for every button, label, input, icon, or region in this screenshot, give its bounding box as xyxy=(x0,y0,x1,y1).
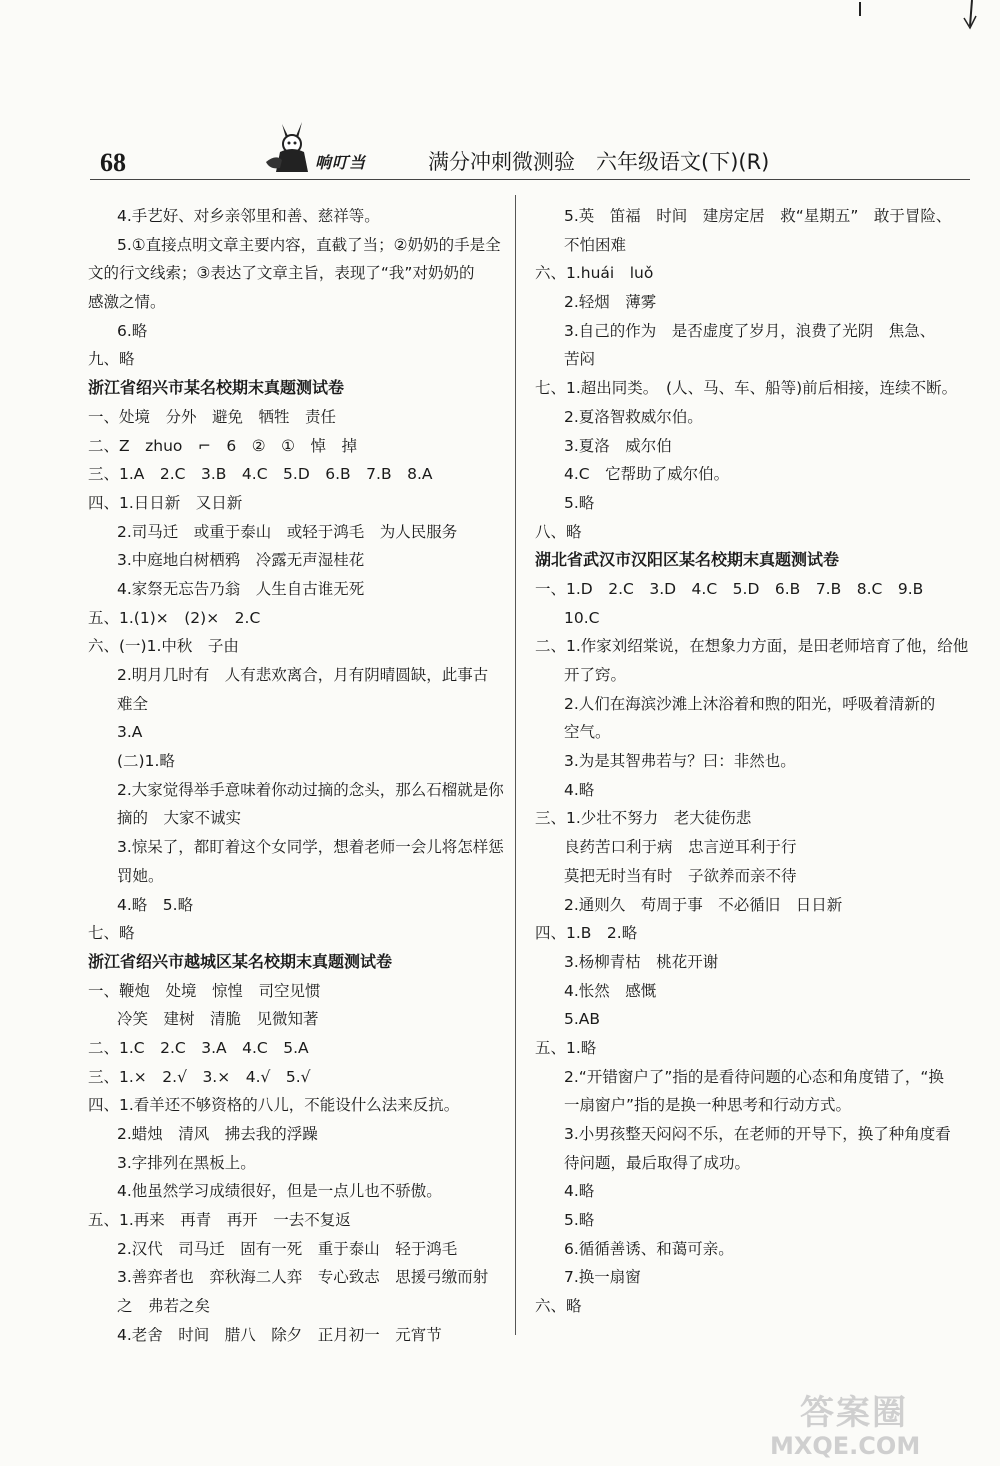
answer-line: 二、Z zhuo ⌐ 6 ② ① 悼 掉 xyxy=(88,436,358,455)
answer-line: 八、略 xyxy=(535,522,582,541)
answer-line: 5.略 xyxy=(564,493,595,512)
page-number: 68 xyxy=(100,148,126,177)
answer-line: 4.略 xyxy=(564,780,595,799)
answer-line: 3.惊呆了，都盯着这个女同学，想着老师一会儿将怎样惩 xyxy=(117,838,504,857)
answer-line: 七、1.超出同类。 (人、马、车、船等)前后相接，连续不断。 xyxy=(535,379,958,398)
section-heading: 浙江省绍兴市某名校期末真题测试卷 xyxy=(88,378,345,398)
answer-line: 三、1.少壮不努力 老大徒伤悲 xyxy=(535,809,752,828)
right-answer-column xyxy=(535,202,969,1321)
answer-line: 3.A xyxy=(117,723,143,742)
answer-line: 2.大家觉得举手意味着你动过摘的念头，那么石榴就是你 xyxy=(117,780,504,799)
answer-line: 文的行文线索；③表达了文章主旨，表现了“我”对奶奶的 xyxy=(88,264,475,283)
answer-line: 4.略 5.略 xyxy=(117,895,194,914)
answer-line: 四、1.日日新 又日新 xyxy=(88,493,243,512)
answer-line: 4.C 它帮助了威尔伯。 xyxy=(564,465,730,484)
answer-line: 五、1.再来 再青 再开 一去不复返 xyxy=(88,1211,351,1230)
answer-line: 三、1.× 2.√ 3.× 4.√ 5.√ xyxy=(88,1067,311,1086)
answer-line: 5.AB xyxy=(564,1010,601,1029)
answer-line: 待问题，最后取得了成功。 xyxy=(564,1153,751,1172)
answer-line: 二、1.作家刘绍棠说，在想象力方面，是田老师培育了他，给他 xyxy=(535,637,969,656)
answer-line: 罚她。 xyxy=(117,866,164,885)
mascot-logo-icon xyxy=(262,118,322,178)
answer-line: 6.循循善诱、和蔼可亲。 xyxy=(564,1239,734,1258)
answer-line: 6.略 xyxy=(117,321,148,340)
answer-line: 4.略 xyxy=(564,1182,595,1201)
answer-line: 10.C xyxy=(564,608,600,627)
answer-line: 2.明月几时有 人有悲欢离合，月有阴晴圆缺，此事古 xyxy=(117,666,489,684)
answer-line: 六、略 xyxy=(535,1297,582,1316)
section-heading: 湖北省武汉市汉阳区某名校期末真题测试卷 xyxy=(535,550,840,570)
answer-line: 3.自己的作为 是否虚度了岁月，浪费了光阴 焦急、 xyxy=(564,321,936,340)
answer-line: 7.换一扇窗 xyxy=(564,1268,641,1287)
answer-line: 一扇窗户”指的是换一种思考和行动方式。 xyxy=(564,1096,852,1115)
answer-line: 二、1.C 2.C 3.A 4.C 5.A xyxy=(88,1038,309,1057)
answer-line: 2.汉代 司马迁 固有一死 重于泰山 轻于鸿毛 xyxy=(117,1239,458,1258)
answer-line: 3.善弈者也 弈秋海二人弈 专心致志 思援弓缴而射 xyxy=(117,1268,489,1287)
answer-line: 2.夏洛智救威尔伯。 xyxy=(564,407,703,426)
answer-line: 3.杨柳青枯 桃花开谢 xyxy=(564,952,719,971)
answer-line: 良药苦口利于病 忠言逆耳利于行 xyxy=(564,838,797,857)
answer-line: 3.字排列在黑板上。 xyxy=(117,1153,256,1172)
answer-line: 5.①直接点明文章主要内容，直截了当；②奶奶的手是全 xyxy=(117,235,501,254)
watermark-logo-text: 答案圈 xyxy=(800,1393,908,1433)
book-title: 满分冲刺微测验 六年级语文(下)(R) xyxy=(428,150,770,174)
section-heading: 浙江省绍兴市越城区某名校期末真题测试卷 xyxy=(88,951,393,971)
answer-line: 4.怅然 感慨 xyxy=(564,981,657,1000)
answer-line: 3.小男孩整天闷闷不乐，在老师的开导下，换了种角度看 xyxy=(564,1125,951,1143)
header-divider xyxy=(90,179,970,180)
answer-line: 4.手艺好、对乡亲邻里和善、慈祥等。 xyxy=(117,207,380,225)
answer-line: 之 弗若之矣 xyxy=(117,1297,211,1316)
answer-line: 2.司马迁 或重于泰山 或轻于鸿毛 为人民服务 xyxy=(117,522,458,541)
answer-line: 四、1.看羊还不够资格的八儿，不能设什么法来反抗。 xyxy=(88,1096,460,1115)
answer-line: 3.夏洛 威尔伯 xyxy=(564,436,672,455)
answer-line: 六、(一)1.中秋 子由 xyxy=(88,637,239,656)
answer-line: 难全 xyxy=(117,694,149,713)
answer-line: 4.他虽然学习成绩很好，但是一点儿也不骄傲。 xyxy=(117,1182,442,1201)
answer-line: 2.轻烟 薄雾 xyxy=(564,293,657,312)
answer-line: 六、1.huái luǒ xyxy=(535,264,654,283)
answer-line: 2.通则久 苟周于事 不必循旧 日日新 xyxy=(564,895,843,914)
answer-line: 4.家祭无忘告乃翁 人生自古谁无死 xyxy=(117,579,365,598)
answer-line: 一、1.D 2.C 3.D 4.C 5.D 6.B 7.B 8.C 9.B xyxy=(535,579,924,598)
answer-line: 五、1.(1)× (2)× 2.C xyxy=(88,608,261,627)
watermark xyxy=(770,1393,970,1460)
answer-line: 空气。 xyxy=(564,723,611,742)
answer-line: 4.老舍 时间 腊八 除夕 正月初一 元宵节 xyxy=(117,1325,442,1344)
left-answer-column xyxy=(88,202,506,1350)
answer-line: 2.人们在海滨沙滩上沐浴着和煦的阳光，呼吸着清新的 xyxy=(564,694,936,713)
answer-line: 感激之情。 xyxy=(88,293,166,312)
column-divider xyxy=(515,195,516,1335)
answer-line: 冷笑 建树 清脆 见微知著 xyxy=(117,1010,319,1029)
scan-edge-marks xyxy=(840,0,980,40)
answer-line: 七、略 xyxy=(88,924,135,943)
logo-wordmark: 响叮当 xyxy=(315,153,367,172)
watermark-url: MXQE.COM xyxy=(770,1432,921,1460)
answer-line: 摘的 大家不诚实 xyxy=(117,809,242,828)
answer-line: 3.中庭地白树栖鸦 冷露无声湿桂花 xyxy=(117,551,365,570)
answer-line: 一、鞭炮 处境 惊惶 司空见惯 xyxy=(88,981,321,1000)
answer-line: 2.蜡烛 清风 拂去我的浮躁 xyxy=(117,1125,318,1143)
answer-line: 三、1.A 2.C 3.B 4.C 5.D 6.B 7.B 8.A xyxy=(88,465,433,484)
answer-line: 开了窍。 xyxy=(564,666,627,684)
answer-line: 莫把无时当有时 子欲养而亲不待 xyxy=(564,866,797,885)
answer-line: 苦闷 xyxy=(564,350,596,369)
answer-line: (二)1.略 xyxy=(117,752,175,771)
answer-line: 一、处境 分外 避免 牺牲 责任 xyxy=(88,407,337,426)
answer-line: 四、1.B 2.略 xyxy=(535,924,638,943)
answer-line: 3.为是其智弗若与？曰：非然也。 xyxy=(564,752,796,771)
answer-line: 5.略 xyxy=(564,1211,595,1230)
answer-line: 5.英 笛福 时间 建房定居 救“星期五” 敢于冒险、 xyxy=(564,207,952,225)
answer-line: 2.“开错窗户了”指的是看待问题的心态和角度错了，“换 xyxy=(564,1067,944,1086)
answer-line: 不怕困难 xyxy=(564,235,627,254)
answer-line: 五、1.略 xyxy=(535,1038,597,1057)
answer-line: 九、略 xyxy=(88,350,135,369)
